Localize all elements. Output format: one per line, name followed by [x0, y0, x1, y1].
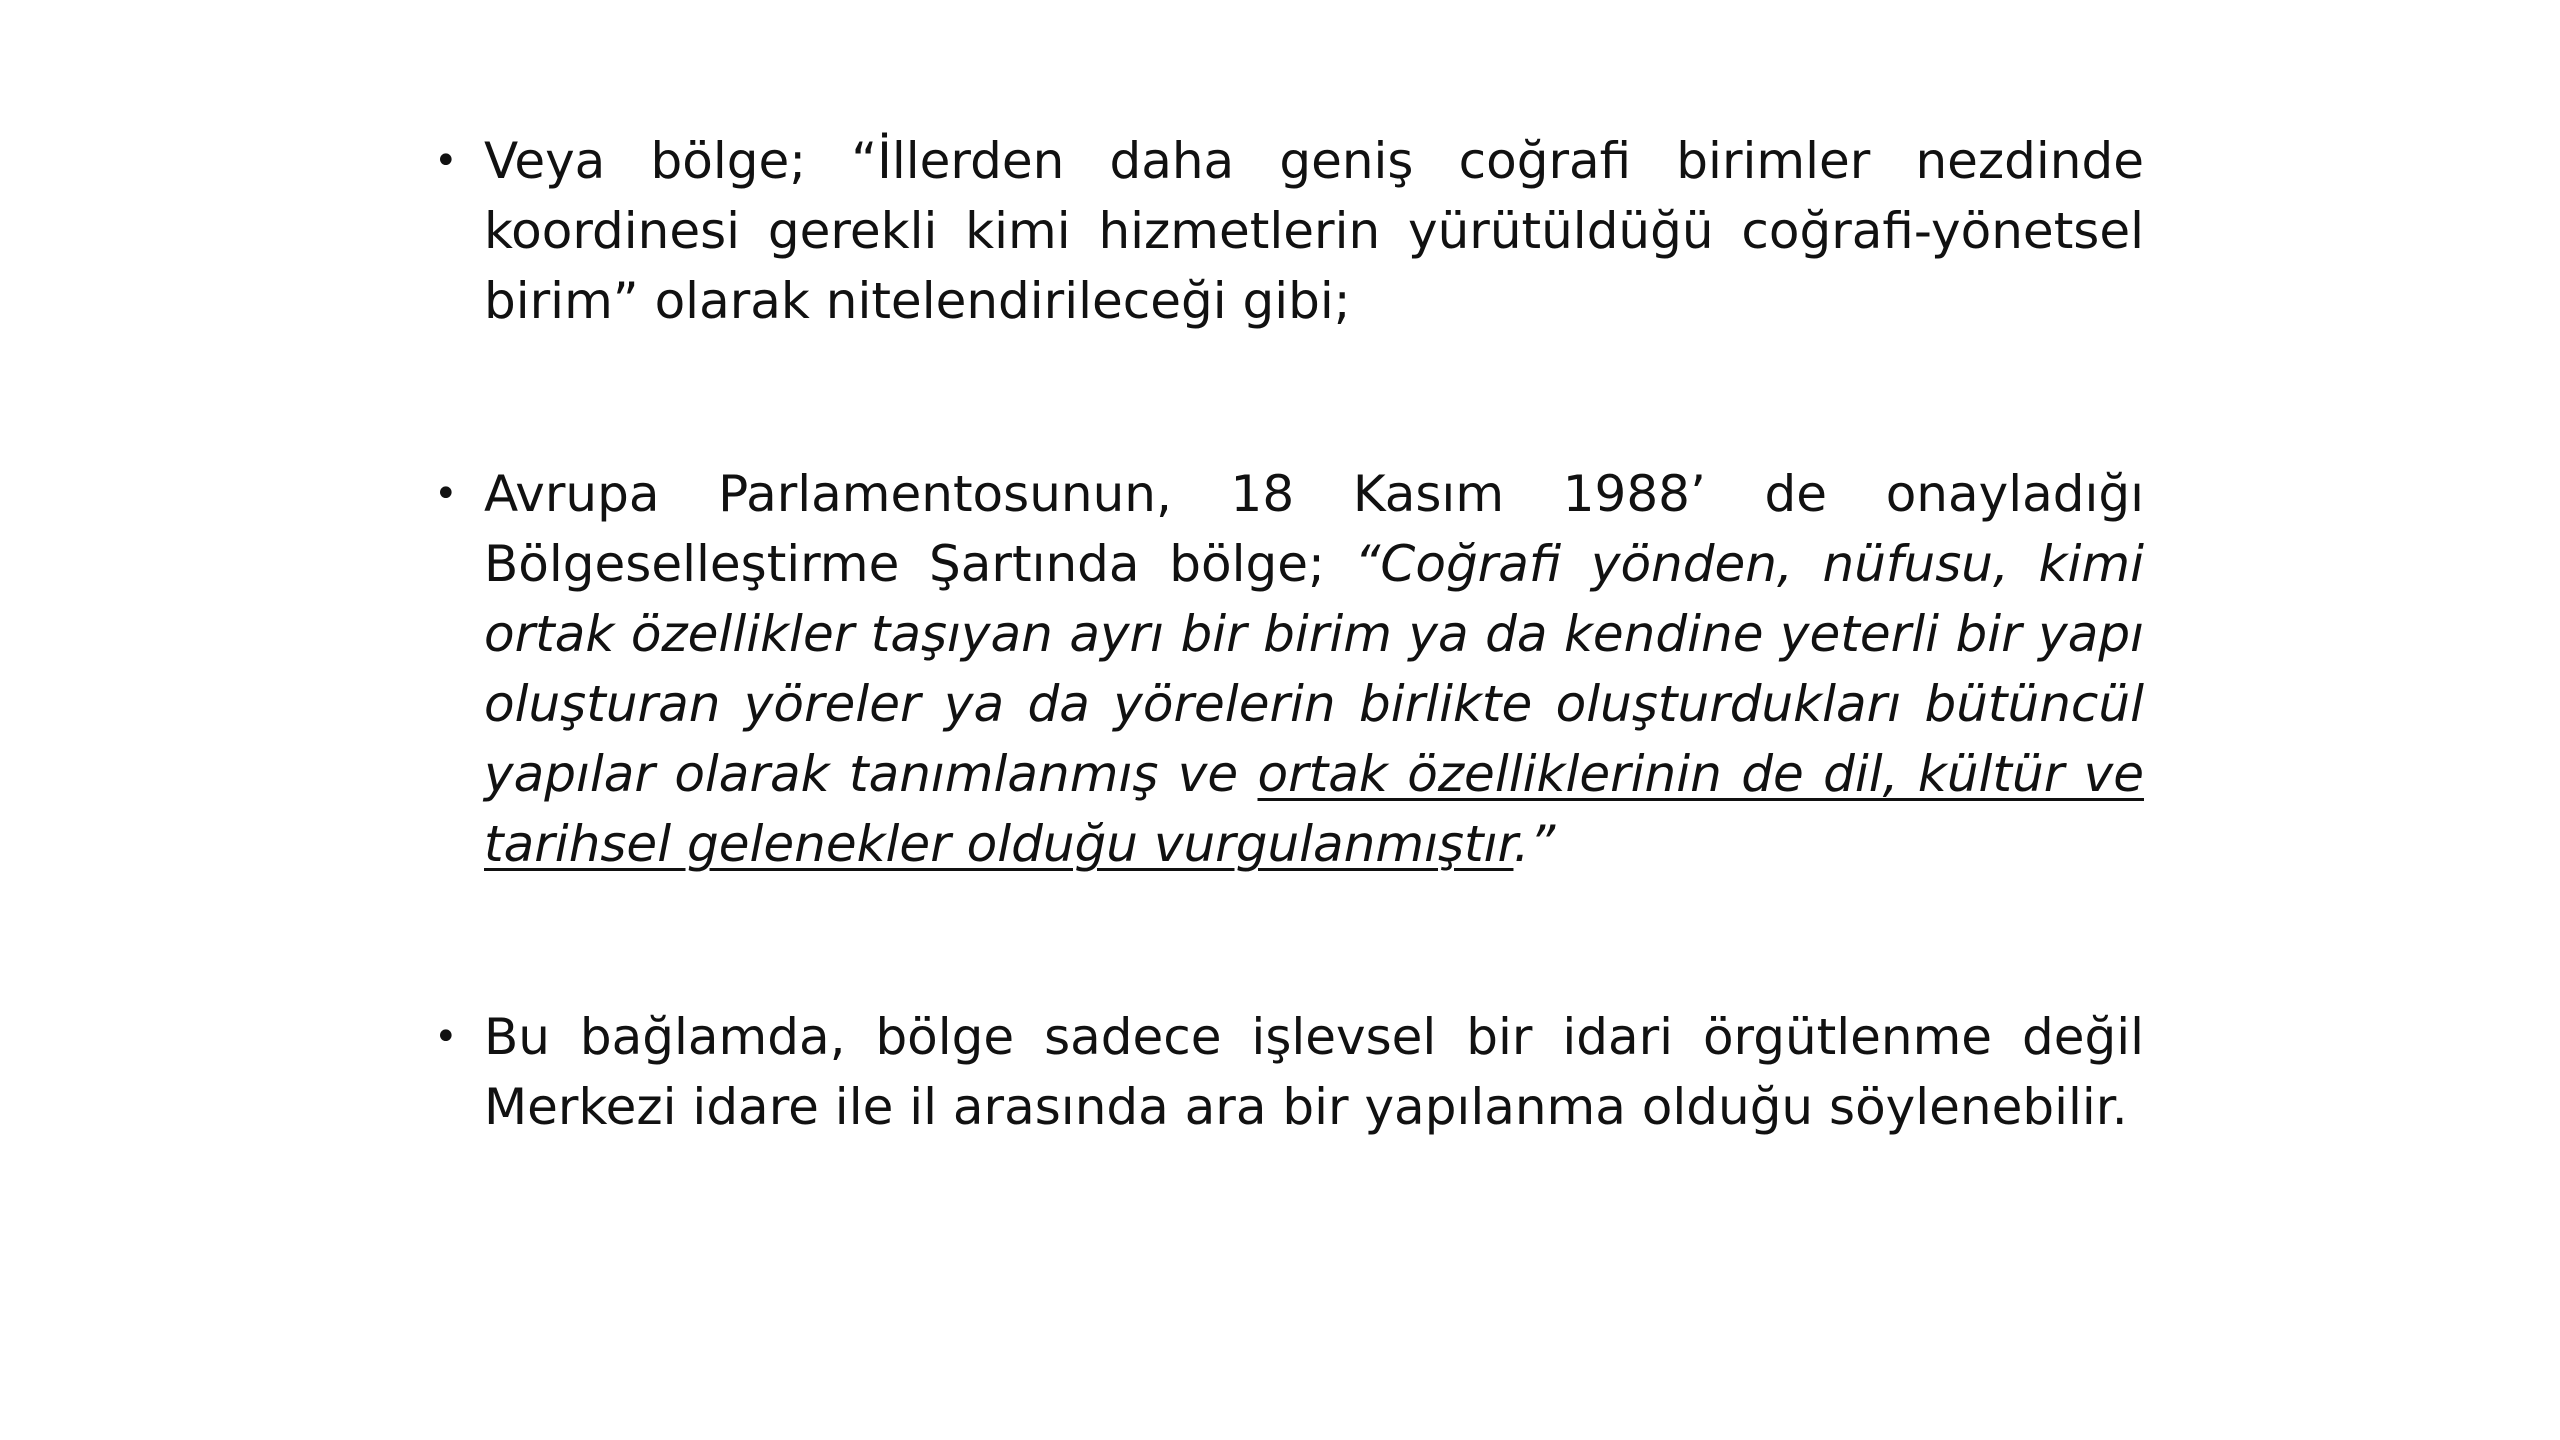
bullet-text: Bu bağlamda, bölge sadece işlevsel bir idari örgütlenme değil Merkezi idare ile il arasında ara bir yapılanma olduğu söylenebilir.: [484, 1008, 2144, 1136]
bullet-item-european-parliament: [432, 459, 2144, 879]
bullet-item-region-definition: [432, 126, 2144, 336]
quoted-definition: “Coğrafi yönden, nüfusu, kimi ortak özellikler taşıyan ayrı bir birim ya da kendine yeterli bir yapı oluşturan yöreler ya da yörelerin birlikte oluşturdukları bütüncül yapılar olarak tanımlanmış ve: [484, 535, 2144, 803]
bullet-plain-text: Avrupa Parlamentosunun, 18 Kasım 1988’ de onayladığı Bölgeselleştirme Şartında bölge;: [484, 465, 2144, 593]
bullet-icon: •: [434, 471, 458, 517]
bullet-icon: •: [434, 138, 458, 184]
bullet-item-context: [432, 1002, 2144, 1142]
underlined-emphasis: ortak özelliklerinin de dil, kültür ve tarihsel gelenekler olduğu vurgulanmıştır: [484, 745, 2144, 873]
bullet-text: [484, 459, 2144, 879]
bullet-icon: •: [434, 1014, 458, 1060]
bullet-list: [432, 126, 2144, 1142]
bullet-text: Veya bölge; “İllerden daha geniş coğrafi birimler nezdinde koordinesi gerekli kimi hizmetlerin yürütüldüğü coğrafi-yönetsel birim” olarak nitelendirileceği gibi;: [484, 132, 2144, 330]
quote-ending: .”: [1513, 815, 1556, 873]
